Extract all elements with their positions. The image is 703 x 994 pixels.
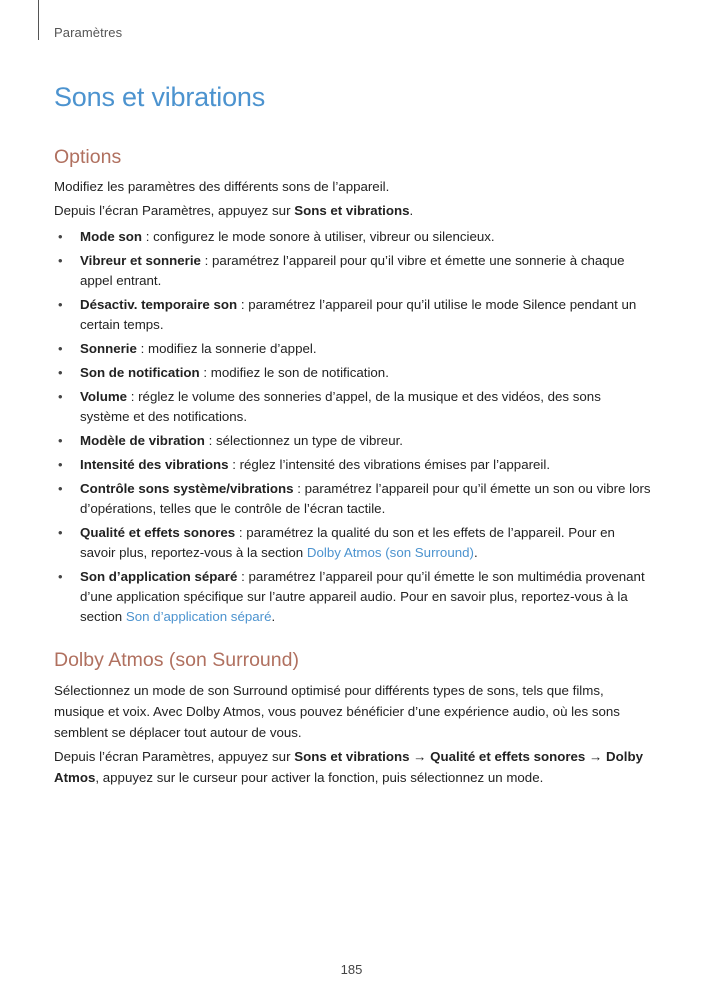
section-title-options: Options — [54, 146, 122, 168]
page-content — [54, 146, 654, 788]
option-item-intensite-vibrations — [54, 455, 654, 475]
bullet-dot-icon: • — [58, 481, 63, 496]
option-description: : modifiez la sonnerie d’appel. — [136, 341, 317, 356]
option-item-son-application-separe — [54, 567, 654, 627]
bullet-dot-icon: • — [58, 229, 63, 244]
instruction-text: Depuis l’écran Paramètres, appuyez sur — [54, 749, 295, 764]
link-son-application-separe[interactable]: Son d’application séparé — [125, 609, 272, 624]
bullet-dot-icon: • — [58, 569, 63, 584]
arrow-icon: → — [409, 749, 431, 764]
option-description: : paramétrez l’appareil pour qu’il utilise le mode Silence pendant un certain temps. — [80, 297, 637, 332]
option-term: Vibreur et sonnerie — [80, 253, 201, 268]
option-term: Désactiv. temporaire son — [80, 297, 238, 312]
option-description-end: . — [473, 545, 478, 560]
page-number: 185 — [340, 962, 363, 977]
option-term: Mode son — [80, 229, 143, 244]
bullet-dot-icon: • — [58, 525, 63, 540]
option-item-sonnerie — [54, 339, 654, 359]
option-term: Contrôle sons système/vibrations — [80, 481, 294, 496]
option-item-desactiv-temporaire — [54, 295, 654, 335]
link-dolby-atmos[interactable]: Dolby Atmos (son Surround) — [306, 545, 474, 560]
dolby-description: Sélectionnez un mode de son Surround optimisé pour différents types de sons, tels que films, musique et voix. Avec Dolby Atmos, vous pouvez bénéficier d’une expérience audio, où les sons semblent se déplacer tout autour de vous. — [54, 683, 620, 740]
instruction-text: Depuis l’écran Paramètres, appuyez sur — [54, 203, 295, 218]
bullet-dot-icon: • — [58, 389, 63, 404]
option-item-modele-vibration — [54, 431, 654, 451]
instruction-end: , appuyez sur le curseur pour activer la fonction, puis sélectionnez un mode. — [95, 770, 544, 785]
option-term: Sonnerie — [80, 341, 137, 356]
options-instruction — [54, 200, 654, 221]
option-description: : paramétrez l’appareil pour qu’il émette un son ou vibre lors d’opérations, telles que le contrôle de l’écran tactile. — [80, 481, 651, 516]
bullet-dot-icon: • — [58, 253, 63, 268]
menu-path-sons-et-vibrations: Sons et vibrations — [294, 203, 410, 218]
menu-path-sons-et-vibrations: Sons et vibrations — [294, 749, 410, 764]
menu-path-qualite-effets: Qualité et effets sonores — [430, 749, 586, 764]
option-description: : paramétrez l’appareil pour qu’il émette le son multimédia provenant d’une application spécifique sur l’autre appareil audio. Pour en savoir plus, reportez-vous à la section — [80, 569, 645, 624]
option-term: Volume — [80, 389, 128, 404]
menu-path-dolby-atmos: Dolby Atmos — [54, 749, 643, 785]
option-description: : paramétrez la qualité du son et les effets de l’appareil. Pour en savoir plus, reportez-vous à la section — [80, 525, 615, 560]
option-term: Modèle de vibration — [80, 433, 205, 448]
option-term: Son d’application séparé — [80, 569, 238, 584]
bullet-dot-icon: • — [58, 365, 63, 380]
bullet-dot-icon: • — [58, 341, 63, 356]
arrow-icon: → — [585, 749, 607, 764]
option-description-end: . — [271, 609, 276, 624]
options-intro: Modifiez les paramètres des différents sons de l’appareil. — [54, 179, 390, 194]
option-item-son-notification — [54, 363, 654, 383]
option-description: : modifiez le son de notification. — [199, 365, 389, 380]
options-list — [54, 227, 654, 627]
option-description: : paramétrez l’appareil pour qu’il vibre et émette une sonnerie à chaque appel entrant. — [80, 253, 625, 288]
option-item-controle-sons — [54, 479, 654, 519]
option-term: Qualité et effets sonores — [80, 525, 236, 540]
option-description: : réglez le volume des sonneries d’appel, de la musique et des vidéos, des sons système et des notifications. — [80, 389, 601, 424]
running-header: Paramètres — [54, 25, 123, 40]
option-item-volume — [54, 387, 654, 427]
bullet-dot-icon: • — [58, 457, 63, 472]
section-title-dolby-atmos: Dolby Atmos (son Surround) — [54, 649, 299, 671]
instruction-end: . — [409, 203, 414, 218]
option-term: Intensité des vibrations — [80, 457, 229, 472]
option-item-qualite-effets — [54, 523, 654, 563]
header-divider — [38, 0, 39, 40]
option-description: : réglez l’intensité des vibrations émises par l’appareil. — [228, 457, 551, 472]
option-description: : sélectionnez un type de vibreur. — [204, 433, 403, 448]
option-item-vibreur-sonnerie — [54, 251, 654, 291]
option-term: Son de notification — [80, 365, 200, 380]
bullet-dot-icon: • — [58, 297, 63, 312]
option-description: : configurez le mode sonore à utiliser, vibreur ou silencieux. — [142, 229, 495, 244]
dolby-instruction — [54, 746, 654, 788]
page-title: Sons et vibrations — [54, 82, 266, 112]
option-item-mode-son — [54, 227, 654, 247]
bullet-dot-icon: • — [58, 433, 63, 448]
